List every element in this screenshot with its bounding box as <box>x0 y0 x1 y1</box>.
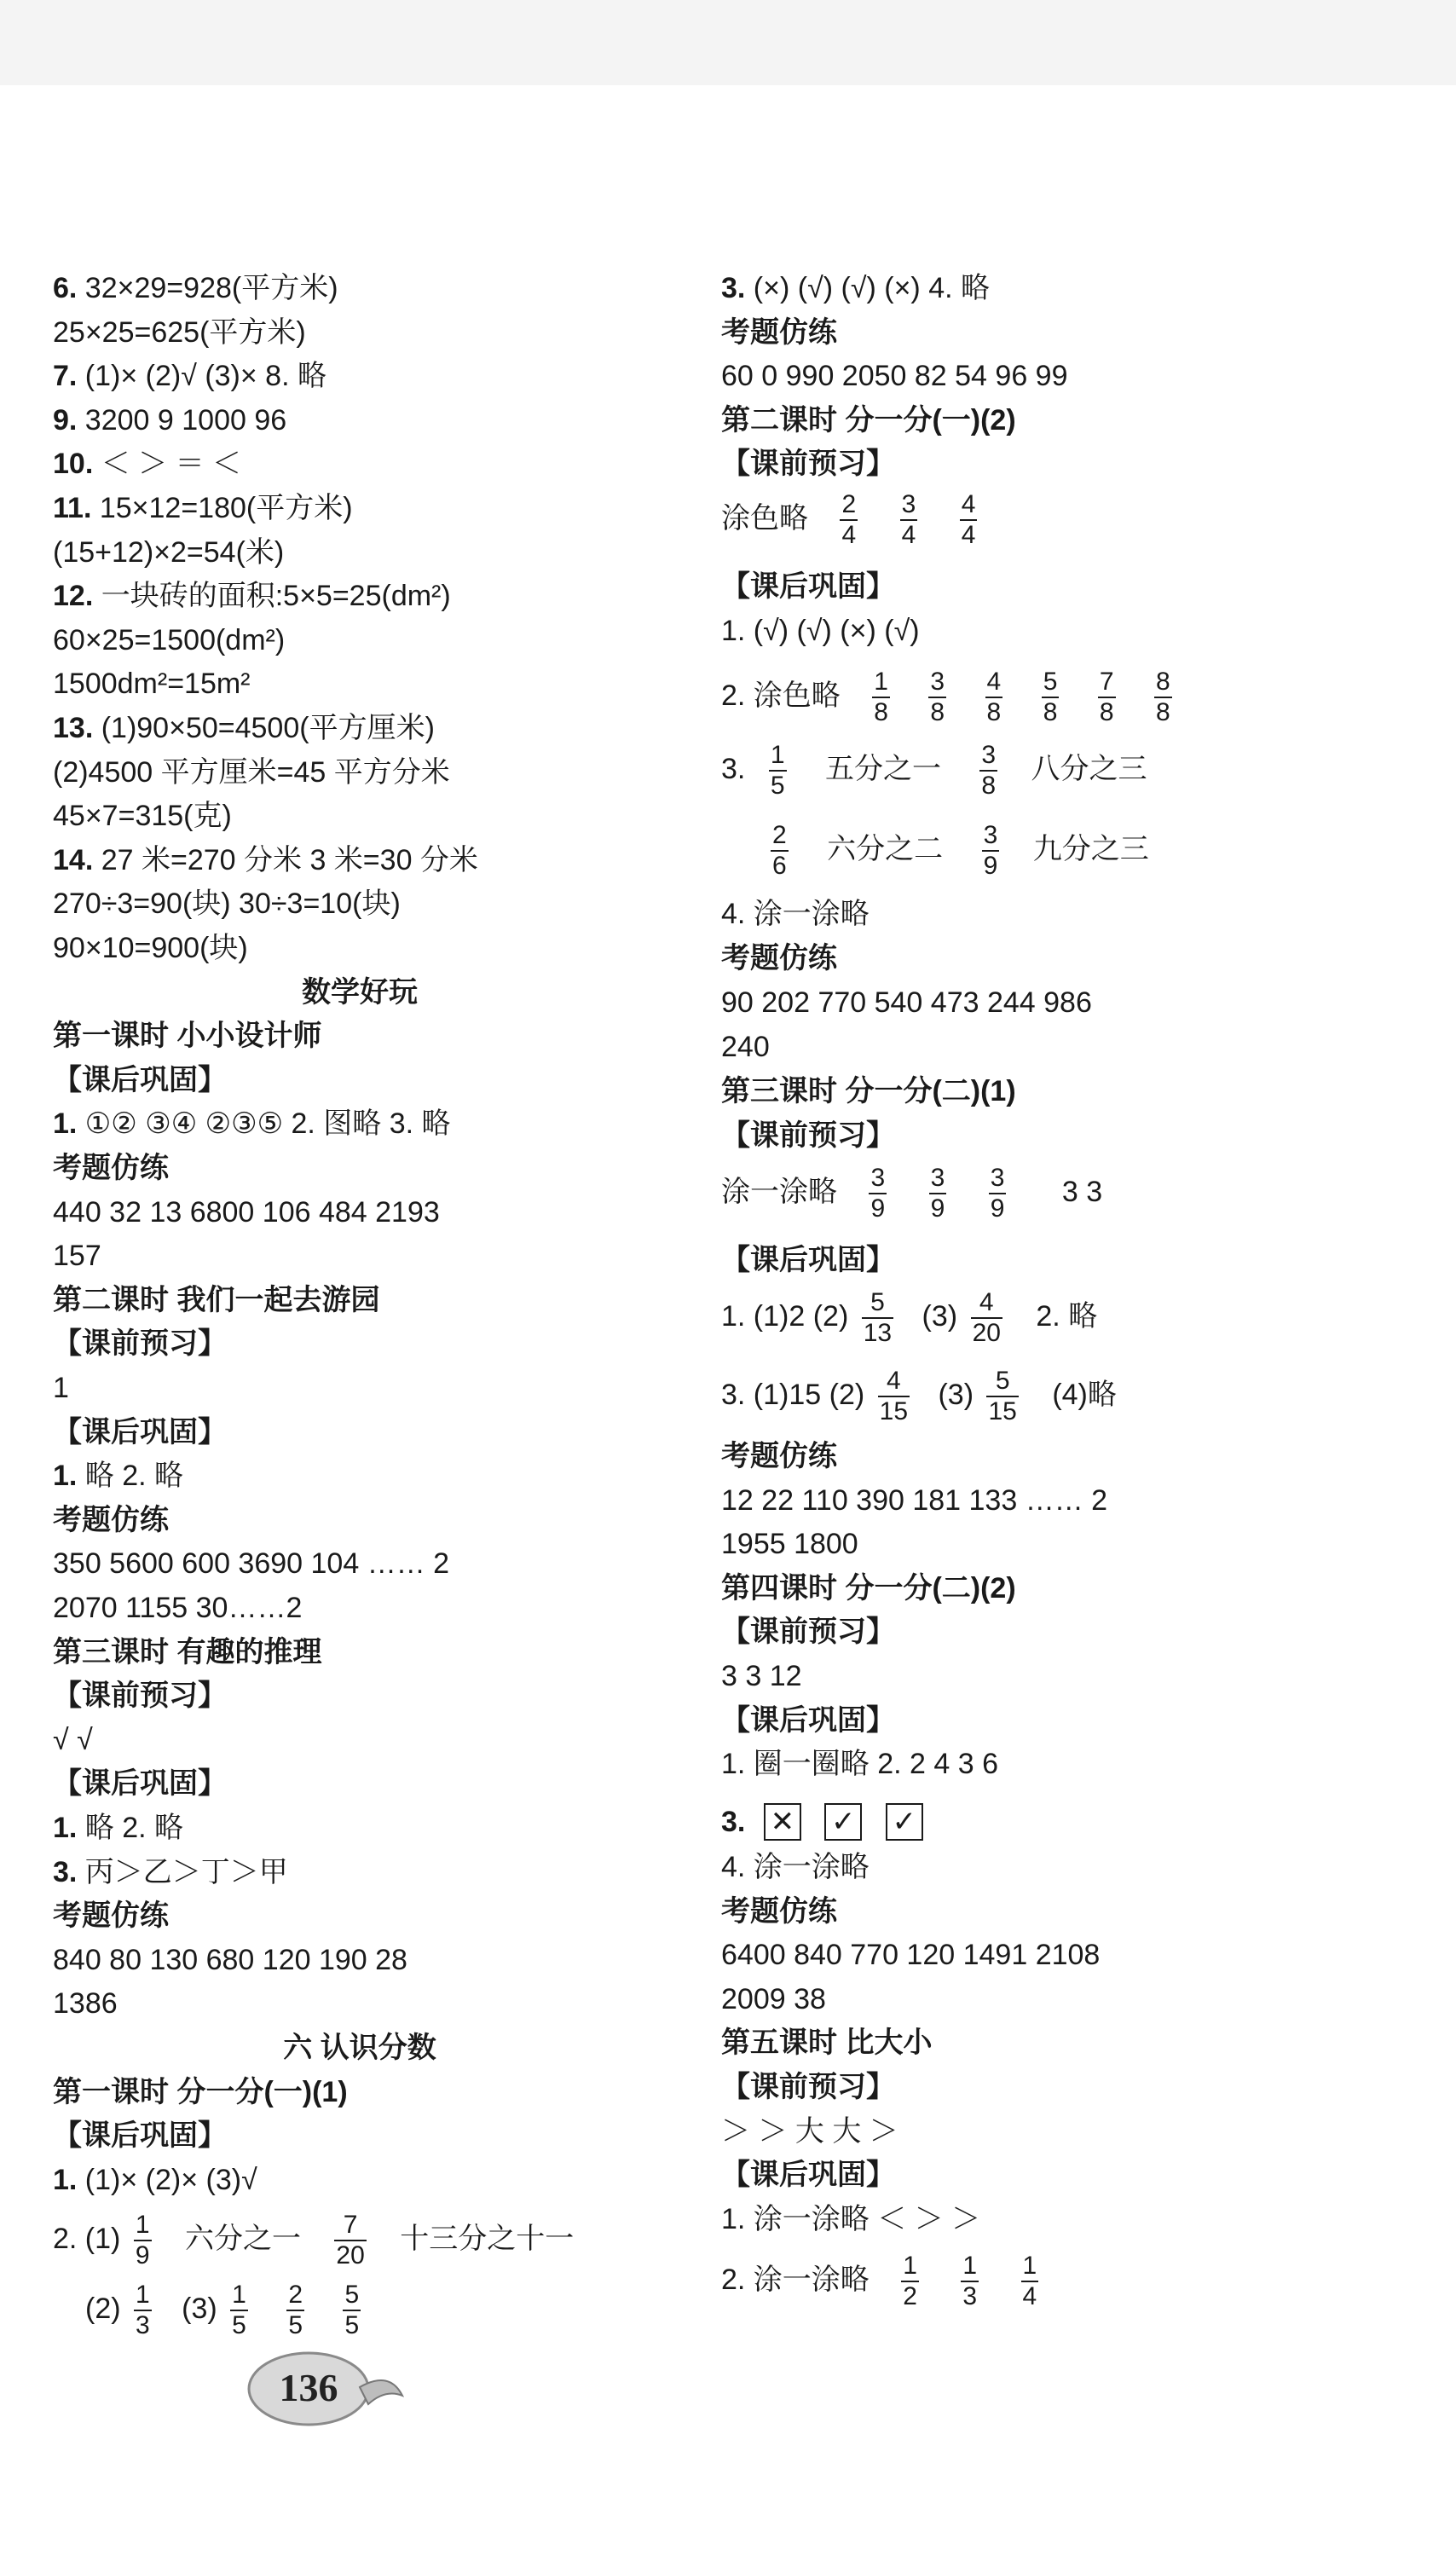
line-text: 25×25=625(平方米) <box>53 315 306 349</box>
right-last-row <box>721 2246 1043 2314</box>
item-number: 1. <box>53 2163 78 2196</box>
answer-line <box>53 1855 288 1889</box>
fraction: $\frac{7}{8}$ <box>1099 668 1114 727</box>
answer-line <box>53 843 478 877</box>
fraction-words: 八分之三 <box>1031 753 1147 785</box>
line-text: 60×25=1500(dm²) <box>53 623 286 656</box>
answer-line <box>721 1938 1100 1972</box>
row-label: 1. (1)2 (2) <box>721 1300 849 1333</box>
fraction: $\frac{3}{9}$ <box>930 1164 945 1223</box>
answer-line <box>721 2114 898 2148</box>
answer-line <box>53 1195 440 1229</box>
answer-line <box>53 711 435 745</box>
line-text: 考题仿练 <box>53 1152 169 1184</box>
row-label: 2. 涂一涂略 <box>721 2264 870 2296</box>
line-text: 六 认识分数 <box>283 2032 436 2064</box>
left-column <box>53 0 667 2387</box>
answer-line <box>53 359 326 393</box>
right-line: 4. 涂一涂略 <box>721 898 870 930</box>
line-text: 2070 1155 30……2 <box>53 1592 303 1624</box>
fraction: $\frac{1}{4}$ <box>1022 2252 1037 2311</box>
left-frac-row-3 <box>85 2275 366 2343</box>
answer-line <box>53 667 251 701</box>
fraction: $\frac{3}{4}$ <box>901 490 916 550</box>
fraction: $\frac{5}{13}$ <box>863 1288 893 1348</box>
fraction: $\frac{4}{8}$ <box>986 668 1002 727</box>
line-text: 考题仿练 <box>53 1899 169 1933</box>
right-line: 90 202 770 540 473 244 986 <box>721 986 1092 1019</box>
right-heading: 【课后巩固】 <box>721 570 895 603</box>
line-text: ＜ ＞ ＝ ＜ <box>93 448 242 481</box>
row-values: 3 3 <box>1061 1176 1103 1208</box>
line-text: 第二课时 分一分(一)(2) <box>721 403 1016 437</box>
answer-line <box>53 271 338 305</box>
fraction: $\frac{3}{8}$ <box>981 741 997 801</box>
right-column-bottom <box>721 0 1437 2387</box>
line-text: 1955 1800 <box>721 1528 858 1561</box>
line-text: 第三课时 有趣的推理 <box>53 1635 322 1668</box>
answer-line <box>53 1327 227 1361</box>
row2-pre: 2. (1) <box>53 2223 121 2255</box>
line-text: 一块砖的面积:5×5=25(dm²) <box>93 580 451 613</box>
line-text: 60 0 990 2050 82 54 96 99 <box>721 360 1068 393</box>
right-heading: 第三课时 分一分(二)(1) <box>721 1075 1016 1107</box>
answer-line <box>53 1371 69 1405</box>
answer-line <box>53 1591 302 1625</box>
page-number-badge <box>240 2336 411 2438</box>
line-text: 【课前预习】 <box>721 1616 895 1649</box>
answer-line <box>53 2075 348 2109</box>
fraction: $\frac{3}{8}$ <box>930 668 945 727</box>
line-text: (1)× (2)√ (3)× 8. 略 <box>77 360 326 393</box>
row-label: 涂一涂略 <box>721 1176 837 1208</box>
fraction: $\frac{5}{15}$ <box>988 1367 1017 1426</box>
fraction: $\frac{1}{5}$ <box>770 741 785 801</box>
line-text: 第一课时 小小设计师 <box>53 1020 322 1053</box>
line-text: 【课前预习】 <box>721 2071 895 2103</box>
row3-pre: (2) <box>85 2293 121 2325</box>
answer-line <box>53 1679 227 1713</box>
line-text: 90×10=900(块) <box>53 932 248 964</box>
answer-line <box>53 755 450 789</box>
row-mid: (3) <box>938 1379 974 1411</box>
fraction: $\frac{3}{9}$ <box>870 1164 886 1223</box>
item-number: 3. <box>53 1855 78 1888</box>
line-text: 【课后巩固】 <box>53 1767 227 1801</box>
line-text: 440 32 13 6800 106 484 2193 <box>53 1195 440 1229</box>
line-text: 【课后巩固】 <box>53 1415 227 1448</box>
row-label: 3. <box>721 753 746 785</box>
answer-line <box>53 1635 321 1669</box>
line-text: ①② ③④ ②③⑤ 2. 图略 3. 略 <box>77 1107 451 1141</box>
answer-line <box>53 1019 321 1053</box>
row-label: 2. 涂色略 <box>721 679 841 712</box>
answer-line <box>53 1239 101 1273</box>
item-number: 1. <box>53 1107 78 1141</box>
line-text: 350 5600 600 3690 104 …… 2 <box>53 1547 450 1581</box>
line-text: 15×12=180(平方米) <box>91 492 353 524</box>
fraction: $\frac{7}{20}$ <box>336 2211 365 2270</box>
answer-line <box>53 1459 183 1493</box>
answer-line <box>721 1894 837 1928</box>
line-text: 2009 38 <box>721 1982 826 2015</box>
answer-line <box>53 1986 118 2021</box>
answer-line <box>53 799 232 833</box>
line-text: 1 <box>53 1372 69 1404</box>
line-text: 【课后巩固】 <box>53 1063 227 1096</box>
item-number: 1. <box>53 1460 78 1493</box>
answer-line <box>53 1415 227 1449</box>
item-number: 7. <box>53 360 78 393</box>
item-number: 10. <box>53 448 94 481</box>
line-text: 考题仿练 <box>721 1440 837 1472</box>
line-text: (2)4500 平方厘米=45 平方分米 <box>53 755 450 789</box>
row2-post: 十三分之十一 <box>400 2223 575 2255</box>
right-line: 240 <box>721 1031 770 1063</box>
fraction: $\frac{3}{9}$ <box>983 821 998 881</box>
answer-line <box>53 1723 93 1757</box>
fraction: $\frac{1}{2}$ <box>903 2252 917 2311</box>
answer-line <box>53 315 306 350</box>
line-text: √ √ <box>53 1723 93 1756</box>
line-text: 数学好玩 <box>302 975 418 1009</box>
answer-line <box>53 1811 183 1845</box>
check-box-icon: ✓ <box>886 1803 923 1841</box>
answer-line <box>53 447 241 481</box>
line-text: 12 22 110 390 181 133 …… 2 <box>721 1483 1108 1517</box>
line-text: 【课后巩固】 <box>53 2119 227 2153</box>
answer-line <box>721 2026 932 2060</box>
answer-line <box>53 1283 379 1317</box>
item-number: 13. <box>53 712 94 744</box>
check-box-icon: ✓ <box>824 1803 862 1841</box>
line-text: 【课后巩固】 <box>721 1703 895 1737</box>
line-text: 157 <box>53 1240 101 1273</box>
right-line: 1. (√) (√) (×) (√) <box>721 615 920 647</box>
line-text: 略 2. 略 <box>77 1812 184 1844</box>
row-post: 2. 略 <box>1036 1300 1098 1333</box>
answer-line <box>53 1151 169 1185</box>
row-label: 涂色略 <box>721 502 808 535</box>
fraction: $\frac{1}{3}$ <box>962 2252 978 2311</box>
fraction: $\frac{3}{9}$ <box>990 1164 1005 1223</box>
line-text: (1)90×50=4500(平方厘米) <box>93 712 435 744</box>
right-heading: 【课前预习】 <box>721 1119 895 1152</box>
line-text: 4. 涂一涂略 <box>721 1851 870 1883</box>
line-text: 45×7=315(克) <box>53 800 232 833</box>
fraction: $\frac{5}{8}$ <box>1043 668 1058 727</box>
fraction-words: 五分之一 <box>824 753 941 785</box>
line-text: 略 2. 略 <box>77 1460 184 1493</box>
answer-line <box>53 579 451 613</box>
fraction: $\frac{2}{5}$ <box>288 2281 303 2340</box>
line-text: 3 3 12 <box>721 1660 802 1692</box>
answer-line <box>721 2202 980 2236</box>
answer-line <box>53 2119 227 2153</box>
line-text: 【课前预习】 <box>721 448 895 481</box>
line-text: (1)× (2)× (3)√ <box>77 2163 257 2196</box>
line-text: (15+12)×2=54(米) <box>53 535 285 569</box>
line-text: 【课后巩固】 <box>721 2159 895 2192</box>
line-text: 【课前预习】 <box>53 1327 227 1361</box>
line-text: 考题仿练 <box>721 315 837 349</box>
line-text: 1. 涂一涂略 ＜ ＞ ＞ <box>721 2202 981 2235</box>
fraction: $\frac{8}{8}$ <box>1155 668 1170 727</box>
fraction: $\frac{2}{6}$ <box>772 821 787 881</box>
row-label: 3. (1)15 (2) <box>721 1379 865 1411</box>
leaf-tail-icon <box>360 2380 402 2404</box>
fraction: $\frac{4}{4}$ <box>961 490 976 550</box>
line-text: 考题仿练 <box>721 1894 837 1928</box>
row-post: (4)略 <box>1052 1379 1117 1411</box>
answer-line <box>53 1107 451 1141</box>
answer-line <box>721 1850 870 1884</box>
answer-line <box>53 2163 257 2197</box>
answer-line <box>721 2158 895 2192</box>
line-text: 32×29=928(平方米) <box>77 272 338 304</box>
answer-line <box>53 887 401 921</box>
answer-line <box>53 1503 169 1537</box>
line-text: 1500dm²=15m² <box>53 668 251 701</box>
item-number: 9. <box>53 403 78 437</box>
answer-line <box>53 1547 449 1581</box>
answer-line <box>53 931 248 965</box>
fraction: $\frac{1}{8}$ <box>874 668 888 727</box>
line-text: (×) (√) (√) (×) 4. 略 <box>745 272 991 304</box>
row-mid: (3) <box>922 1300 958 1333</box>
cross-box-icon: ✕ <box>764 1803 801 1841</box>
line-text: 【课前预习】 <box>53 1680 227 1713</box>
fraction: $\frac{4}{15}$ <box>879 1367 909 1426</box>
line-text: ＞ ＞ 大 大 ＞ <box>721 2114 898 2148</box>
answer-line <box>53 535 284 570</box>
fraction-words: 六分之二 <box>827 833 944 865</box>
item-number: 11. <box>53 492 92 524</box>
section-title <box>53 975 667 1009</box>
line-text: 6400 840 770 120 1491 2108 <box>721 1939 1101 1972</box>
row-label: 3. <box>721 1806 746 1838</box>
item-number: 14. <box>53 843 94 876</box>
row2-mid: 六分之一 <box>184 2223 301 2255</box>
answer-line <box>53 623 285 657</box>
line-text: 丙＞乙＞丁＞甲 <box>77 1855 288 1888</box>
line-text: 270÷3=90(块) 30÷3=10(块) <box>53 888 401 921</box>
section-title <box>53 2031 667 2065</box>
line-text: 第四课时 分一分(二)(2) <box>721 1571 1016 1605</box>
answer-line <box>53 1899 169 1933</box>
right-heading: 【课后巩固】 <box>721 1244 895 1276</box>
line-text: 1. 圈一圈略 2. 2 4 3 6 <box>721 1748 999 1781</box>
answer-line <box>721 1982 826 2016</box>
right-heading: 考题仿练 <box>721 942 837 974</box>
line-text: 1386 <box>53 1987 118 2021</box>
answer-line <box>53 403 286 437</box>
line-text: 840 80 130 680 120 190 28 <box>53 1943 407 1976</box>
row3-mid: (3) <box>182 2293 217 2325</box>
item-number: 1. <box>53 1812 78 1844</box>
line-text: 考题仿练 <box>53 1503 169 1536</box>
fraction: $\frac{2}{4}$ <box>841 490 857 550</box>
line-text: 3200 9 1000 96 <box>77 403 287 437</box>
line-text: 第二课时 我们一起去游园 <box>53 1283 380 1316</box>
item-number: 12. <box>53 580 94 613</box>
fraction-words: 九分之三 <box>1032 833 1149 865</box>
answer-line <box>721 2070 895 2104</box>
answer-line <box>53 1766 227 1801</box>
left-frac-row-2 <box>53 2205 574 2273</box>
line-text: 第一课时 分一分(一)(1) <box>53 2075 348 2108</box>
answer-line <box>53 491 353 525</box>
item-number: 3. <box>721 272 746 304</box>
line-text: 第五课时 比大小 <box>721 2027 933 2060</box>
page-number: 136 <box>279 2366 338 2409</box>
fraction: $\frac{1}{5}$ <box>232 2281 246 2340</box>
answer-line <box>53 1063 227 1097</box>
fraction: $\frac{1}{9}$ <box>135 2211 150 2270</box>
fraction: $\frac{5}{5}$ <box>344 2281 360 2340</box>
fraction: $\frac{1}{3}$ <box>136 2281 150 2340</box>
line-text: 27 米=270 分米 3 米=30 分米 <box>93 843 478 876</box>
fraction: $\frac{4}{20}$ <box>972 1288 1001 1348</box>
answer-line <box>53 1943 407 1977</box>
item-number: 6. <box>53 272 78 304</box>
